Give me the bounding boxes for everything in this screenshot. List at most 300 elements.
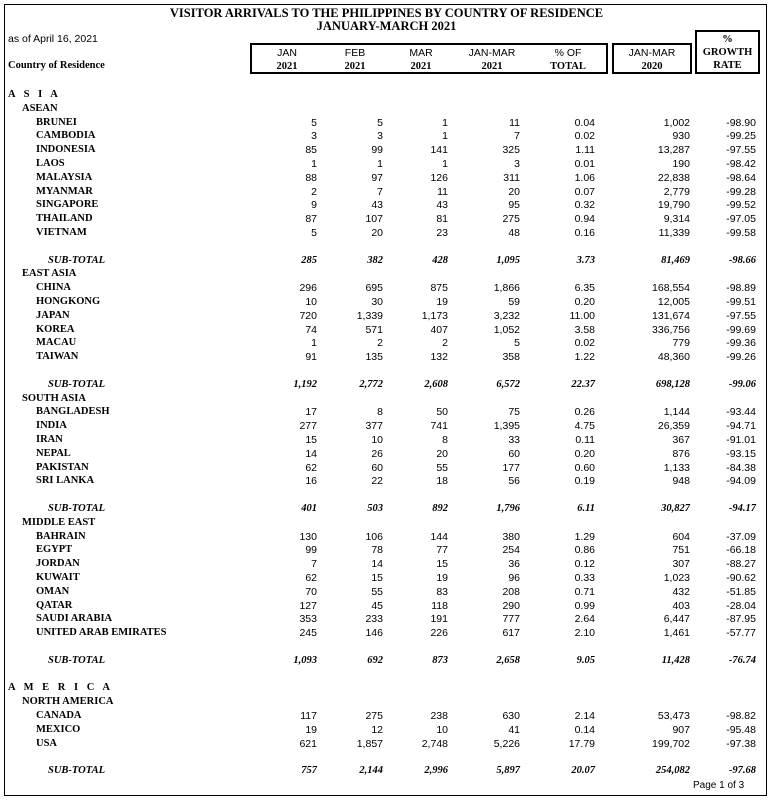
cell-janmar-2020: 948: [672, 475, 690, 488]
cell-mar-2021: 43: [436, 199, 448, 212]
country-row: [0, 198, 773, 212]
country-label: JAPAN: [36, 309, 70, 321]
cell-pct-total: 6.35: [574, 282, 595, 295]
cell-janmar-2020: 1,002: [663, 116, 690, 129]
country-row: [0, 323, 773, 337]
cell-janmar-2020: 1,133: [663, 461, 690, 474]
cell-growth-rate: -99.51: [726, 296, 756, 308]
subtotal-label: SUB-TOTAL: [48, 503, 105, 514]
cell-jan-2021: 1: [311, 337, 317, 350]
cell-jan-2021: 7: [311, 558, 317, 571]
cell-jan-2021: 9: [311, 199, 317, 212]
country-label: PAKISTAN: [36, 461, 89, 473]
cell-feb-2021: 3: [377, 130, 383, 143]
cell-feb-2021: 1,339: [356, 309, 383, 322]
spacer-row: [0, 240, 773, 254]
cell-janmar-2021: 48: [508, 227, 520, 239]
spacer-row: [0, 364, 773, 378]
cell-janmar-2020: 53,473: [657, 710, 690, 722]
country-label: KUWAIT: [36, 572, 80, 583]
col-header-pct-total: % OF TOTAL: [550, 47, 586, 72]
cell-jan-2021: 14: [305, 447, 317, 460]
page-number: Page 1 of 3: [693, 780, 745, 791]
cell-jan-2021: 353: [299, 613, 317, 626]
cell-growth-rate: -94.17: [728, 503, 756, 514]
country-label: KOREA: [36, 323, 75, 335]
cell-feb-2021: 135: [365, 351, 383, 364]
cell-pct-total: 22.37: [571, 378, 595, 390]
cell-janmar-2020: 907: [672, 723, 690, 736]
cell-mar-2021: 1,173: [421, 309, 448, 322]
country-label: CHINA: [36, 282, 72, 294]
cell-pct-total: 3.73: [576, 254, 595, 266]
cell-feb-2021: 30: [371, 296, 383, 308]
cell-jan-2021: 74: [305, 323, 317, 336]
country-row: [0, 709, 773, 723]
spacer-row: [0, 640, 773, 654]
cell-janmar-2020: 751: [672, 544, 690, 557]
cell-janmar-2020: 12,005: [657, 296, 690, 308]
cell-mar-2021: 50: [436, 406, 448, 419]
country-label: JORDAN: [36, 558, 80, 570]
cell-jan-2021: 296: [299, 282, 317, 295]
cell-pct-total: 3.58: [574, 323, 595, 336]
country-row: [0, 543, 773, 557]
cell-janmar-2020: 6,447: [663, 613, 690, 626]
region-row: [0, 88, 773, 102]
cell-growth-rate: -99.36: [726, 337, 756, 350]
country-row: [0, 474, 773, 488]
cell-jan-2021: 1,192: [293, 378, 317, 390]
cell-janmar-2021: 5,226: [493, 737, 520, 750]
cell-janmar-2020: 199,702: [652, 737, 690, 750]
cell-janmar-2021: 95: [508, 199, 520, 212]
country-label: THAILAND: [36, 213, 93, 225]
country-row: [0, 571, 773, 585]
cell-feb-2021: 107: [365, 213, 383, 226]
cell-feb-2021: 7: [377, 185, 383, 198]
cell-janmar-2020: 930: [672, 130, 690, 143]
cell-mar-2021: 741: [430, 420, 448, 433]
cell-pct-total: 1.11: [575, 144, 595, 157]
cell-jan-2021: 757: [301, 765, 317, 777]
cell-jan-2021: 91: [305, 351, 317, 364]
cell-janmar-2021: 177: [502, 461, 520, 474]
country-label: UNITED ARAB EMIRATES: [36, 627, 167, 639]
cell-growth-rate: -99.28: [726, 185, 756, 198]
cell-janmar-2021: 1,395: [493, 420, 520, 433]
cell-pct-total: 0.20: [574, 447, 595, 460]
subregion-label: NORTH AMERICA: [22, 696, 114, 708]
cell-mar-2021: 2,608: [424, 378, 448, 390]
cell-jan-2021: 70: [305, 585, 317, 598]
country-label: BANGLADESH: [36, 406, 110, 418]
cell-feb-2021: 15: [371, 572, 383, 584]
cell-mar-2021: 2: [442, 337, 448, 350]
country-label: SAUDI ARABIA: [36, 613, 113, 625]
country-row: [0, 599, 773, 613]
cell-feb-2021: 106: [365, 530, 383, 543]
cell-pct-total: 0.14: [574, 723, 595, 736]
cell-mar-2021: 132: [430, 351, 448, 364]
cell-pct-total: 0.86: [574, 544, 595, 557]
cell-mar-2021: 23: [436, 227, 448, 239]
cell-growth-rate: -97.55: [726, 144, 756, 157]
country-label: CANADA: [36, 710, 82, 721]
cell-feb-2021: 233: [365, 613, 383, 626]
cell-feb-2021: 377: [365, 420, 383, 433]
country-label: MALAYSIA: [36, 171, 93, 183]
cell-growth-rate: -87.95: [726, 613, 756, 626]
cell-mar-2021: 15: [436, 558, 448, 571]
cell-janmar-2020: 367: [672, 434, 690, 446]
cell-mar-2021: 19: [436, 572, 448, 584]
cell-janmar-2020: 1,023: [663, 572, 690, 584]
cell-feb-2021: 2,144: [359, 765, 383, 777]
country-row: [0, 557, 773, 571]
cell-janmar-2021: 275: [502, 213, 520, 226]
cell-feb-2021: 26: [371, 447, 383, 460]
region-label: A M E R I C A: [8, 682, 113, 694]
cell-janmar-2020: 876: [672, 447, 690, 460]
cell-janmar-2021: 254: [502, 544, 520, 557]
cell-mar-2021: 8: [442, 434, 448, 446]
cell-janmar-2020: 131,674: [652, 309, 690, 322]
cell-feb-2021: 8: [377, 406, 383, 419]
country-label: BAHRAIN: [36, 530, 86, 542]
cell-janmar-2021: 75: [508, 406, 520, 419]
cell-jan-2021: 5: [311, 116, 317, 129]
cell-pct-total: 4.75: [574, 420, 595, 433]
cell-growth-rate: -97.05: [726, 213, 756, 226]
cell-growth-rate: -99.58: [726, 227, 756, 239]
country-label: SINGAPORE: [36, 199, 99, 211]
cell-jan-2021: 277: [299, 420, 317, 433]
country-label: MACAU: [36, 337, 77, 349]
country-label: INDONESIA: [36, 144, 96, 156]
cell-pct-total: 20.07: [571, 765, 595, 777]
country-row: [0, 171, 773, 185]
subregion-row: [0, 102, 773, 116]
country-label: OMAN: [36, 585, 70, 597]
cell-jan-2021: 10: [305, 296, 317, 308]
cell-janmar-2020: 9,314: [663, 213, 690, 226]
cell-janmar-2021: 1,052: [493, 323, 520, 336]
country-row: [0, 116, 773, 130]
cell-pct-total: 2.10: [574, 627, 595, 640]
cell-janmar-2021: 777: [502, 613, 520, 626]
cell-pct-total: 0.01: [574, 158, 595, 170]
spacer-row: [0, 668, 773, 682]
cell-janmar-2021: 33: [508, 434, 520, 446]
col-header-feb: FEB 2021: [344, 47, 366, 72]
cell-growth-rate: -94.71: [726, 420, 756, 433]
cell-pct-total: 0.07: [574, 185, 595, 198]
cell-janmar-2020: 190: [672, 158, 690, 170]
cell-pct-total: 2.14: [574, 710, 595, 722]
cell-pct-total: 9.05: [576, 654, 595, 666]
country-row: [0, 185, 773, 199]
cell-mar-2021: 238: [430, 710, 448, 722]
cell-pct-total: 0.04: [574, 116, 595, 129]
cell-mar-2021: 55: [436, 461, 448, 474]
cell-pct-total: 1.29: [574, 530, 595, 543]
cell-jan-2021: 2: [311, 185, 317, 198]
cell-janmar-2021: 5: [514, 337, 520, 350]
cell-feb-2021: 503: [367, 503, 383, 514]
cell-janmar-2020: 2,779: [663, 185, 690, 198]
country-row: [0, 350, 773, 364]
cell-growth-rate: -98.82: [726, 710, 756, 722]
country-row: [0, 461, 773, 475]
country-label: INDIA: [36, 420, 67, 432]
cell-jan-2021: 1: [311, 158, 317, 170]
cell-jan-2021: 245: [299, 627, 317, 640]
cell-janmar-2020: 254,082: [655, 765, 690, 777]
cell-janmar-2021: 1,866: [493, 282, 520, 295]
cell-janmar-2020: 81,469: [661, 254, 690, 266]
cell-growth-rate: -93.44: [726, 406, 756, 419]
cell-feb-2021: 20: [371, 227, 383, 239]
col-header-janmar-2020: JAN-MAR 2020: [628, 47, 676, 72]
cell-jan-2021: 401: [301, 503, 317, 514]
cell-mar-2021: 191: [430, 613, 448, 626]
cell-jan-2021: 130: [299, 530, 317, 543]
cell-jan-2021: 16: [305, 475, 317, 488]
cell-feb-2021: 43: [371, 199, 383, 212]
cell-mar-2021: 1: [442, 116, 448, 129]
cell-janmar-2020: 779: [672, 337, 690, 350]
cell-pct-total: 0.16: [574, 227, 595, 239]
cell-feb-2021: 2: [377, 337, 383, 350]
cell-janmar-2021: 325: [502, 144, 520, 157]
cell-janmar-2021: 358: [502, 351, 520, 364]
cell-janmar-2021: 6,572: [496, 378, 520, 390]
cell-jan-2021: 117: [300, 710, 317, 722]
cell-growth-rate: -99.26: [726, 351, 756, 364]
cell-growth-rate: -76.74: [728, 654, 756, 666]
subregion-row: [0, 267, 773, 281]
subtotal-label: SUB-TOTAL: [48, 654, 105, 666]
cell-feb-2021: 60: [371, 461, 383, 474]
cell-janmar-2021: 41: [508, 723, 520, 736]
cell-janmar-2020: 26,359: [657, 420, 690, 433]
cell-mar-2021: 1: [442, 130, 448, 143]
cell-growth-rate: -99.69: [726, 323, 756, 336]
cell-jan-2021: 88: [305, 171, 317, 184]
cell-growth-rate: -51.85: [726, 585, 756, 598]
cell-janmar-2020: 403: [672, 599, 690, 612]
cell-mar-2021: 875: [430, 282, 448, 295]
subtotal-row: [0, 764, 773, 778]
country-label: TAIWAN: [36, 351, 79, 363]
cell-feb-2021: 2,772: [359, 378, 383, 390]
spacer-row: [0, 750, 773, 764]
subregion-row: [0, 516, 773, 530]
cell-jan-2021: 3: [311, 130, 317, 143]
cell-pct-total: 6.11: [577, 503, 595, 514]
cell-growth-rate: -93.15: [726, 447, 756, 460]
cell-growth-rate: -91.01: [726, 434, 756, 446]
cell-janmar-2021: 59: [508, 296, 520, 308]
cell-janmar-2021: 311: [503, 171, 520, 184]
subregion-row: [0, 392, 773, 406]
report-title: VISITOR ARRIVALS TO THE PHILIPPINES BY COUNTRY OF RESIDENCE: [169, 6, 604, 20]
subtotal-row: [0, 502, 773, 516]
cell-janmar-2020: 22,838: [657, 171, 690, 184]
cell-janmar-2020: 168,554: [652, 282, 690, 295]
cell-feb-2021: 10: [371, 434, 383, 446]
cell-feb-2021: 55: [371, 585, 383, 598]
cell-janmar-2020: 11,428: [661, 654, 690, 666]
cell-pct-total: 0.02: [574, 337, 595, 350]
cell-pct-total: 0.71: [574, 585, 595, 598]
cell-janmar-2021: 208: [502, 585, 520, 598]
cell-feb-2021: 22: [371, 475, 383, 488]
country-row: [0, 336, 773, 350]
cell-janmar-2021: 617: [502, 627, 520, 640]
cell-feb-2021: 45: [371, 599, 383, 612]
cell-growth-rate: -97.38: [726, 737, 756, 750]
country-row: [0, 626, 773, 640]
cell-jan-2021: 5: [311, 227, 317, 239]
cell-mar-2021: 144: [430, 530, 448, 543]
cell-growth-rate: -84.38: [726, 461, 756, 474]
country-label: LAOS: [36, 158, 65, 169]
country-row: [0, 530, 773, 544]
subregion-label: SOUTH ASIA: [22, 392, 86, 404]
country-row: [0, 129, 773, 143]
cell-jan-2021: 621: [299, 737, 317, 750]
country-label: NEPAL: [36, 447, 71, 459]
country-row: [0, 295, 773, 309]
cell-mar-2021: 226: [430, 627, 448, 640]
cell-janmar-2021: 60: [508, 447, 520, 460]
cell-jan-2021: 285: [301, 254, 317, 266]
cell-growth-rate: -98.89: [726, 282, 756, 295]
col-header-janmar-2021: JAN-MAR 2021: [468, 47, 516, 72]
cell-feb-2021: 695: [365, 282, 383, 295]
country-label: MYANMAR: [36, 185, 93, 197]
cell-janmar-2021: 11: [509, 116, 520, 129]
cell-growth-rate: -99.06: [728, 378, 756, 390]
cell-pct-total: 0.19: [574, 475, 595, 488]
cell-mar-2021: 1: [442, 158, 448, 170]
col-header-jan: JAN 2021: [276, 47, 298, 72]
subtotal-row: [0, 254, 773, 268]
cell-feb-2021: 12: [371, 723, 383, 736]
cell-janmar-2020: 30,827: [661, 503, 690, 514]
cell-feb-2021: 382: [367, 254, 383, 266]
cell-pct-total: 0.32: [574, 199, 595, 212]
country-row: [0, 585, 773, 599]
country-label: HONGKONG: [36, 296, 101, 307]
country-row: [0, 157, 773, 171]
cell-mar-2021: 83: [436, 585, 448, 598]
subregion-label: ASEAN: [22, 102, 58, 114]
cell-janmar-2020: 604: [672, 530, 690, 543]
cell-jan-2021: 62: [305, 572, 317, 584]
cell-growth-rate: -28.04: [726, 599, 756, 612]
subtotal-row: [0, 654, 773, 668]
cell-pct-total: 0.60: [574, 461, 595, 474]
country-label: QATAR: [36, 599, 73, 611]
country-row: [0, 143, 773, 157]
cell-jan-2021: 17: [305, 406, 317, 419]
country-label: MEXICO: [36, 723, 81, 735]
cell-feb-2021: 1: [377, 158, 383, 170]
subregion-row: [0, 695, 773, 709]
cell-feb-2021: 692: [367, 654, 383, 666]
cell-jan-2021: 720: [299, 309, 317, 322]
cell-janmar-2021: 7: [514, 130, 520, 143]
spacer-row: [0, 488, 773, 502]
cell-pct-total: 1.22: [574, 351, 595, 364]
cell-growth-rate: -37.09: [726, 530, 756, 543]
cell-janmar-2020: 1,461: [663, 627, 690, 640]
cell-feb-2021: 78: [371, 544, 383, 557]
cell-pct-total: 0.26: [574, 406, 595, 419]
cell-mar-2021: 892: [432, 503, 448, 514]
cell-janmar-2021: 2,658: [496, 654, 520, 666]
cell-jan-2021: 85: [305, 144, 317, 157]
cell-janmar-2021: 630: [502, 710, 520, 722]
cell-janmar-2020: 48,360: [657, 351, 690, 364]
cell-janmar-2021: 36: [508, 558, 520, 571]
region-row: [0, 681, 773, 695]
country-label: EGYPT: [36, 544, 73, 556]
country-row: [0, 419, 773, 433]
cell-janmar-2021: 290: [502, 599, 520, 612]
region-label: A S I A: [8, 89, 61, 100]
country-row: [0, 737, 773, 751]
cell-janmar-2021: 3,232: [493, 309, 520, 322]
col-header-growth-rate: % GROWTH RATE: [702, 34, 753, 71]
cell-mar-2021: 118: [431, 599, 448, 612]
cell-pct-total: 0.20: [574, 296, 595, 308]
cell-mar-2021: 428: [432, 254, 448, 266]
cell-pct-total: 0.94: [574, 213, 595, 226]
cell-janmar-2021: 96: [508, 572, 520, 584]
cell-pct-total: 17.79: [568, 737, 595, 750]
cell-jan-2021: 87: [305, 213, 317, 226]
cell-growth-rate: -94.09: [726, 475, 756, 488]
cell-growth-rate: -88.27: [726, 558, 756, 571]
subregion-label: MIDDLE EAST: [22, 516, 96, 528]
cell-feb-2021: 275: [365, 710, 383, 722]
cell-mar-2021: 20: [436, 447, 448, 460]
col-header-mar: MAR 2021: [409, 47, 433, 72]
cell-janmar-2021: 3: [514, 158, 520, 170]
cell-pct-total: 11.00: [569, 309, 595, 322]
cell-mar-2021: 126: [430, 171, 448, 184]
country-row: [0, 405, 773, 419]
cell-growth-rate: -98.64: [726, 171, 756, 184]
as-of-date: as of April 16, 2021: [8, 33, 98, 45]
cell-mar-2021: 18: [436, 475, 448, 488]
cell-pct-total: 2.64: [574, 613, 595, 626]
country-row: [0, 447, 773, 461]
subtotal-label: SUB-TOTAL: [48, 378, 105, 390]
cell-growth-rate: -98.90: [726, 116, 756, 129]
report-period: JANUARY-MARCH 2021: [316, 19, 457, 33]
cell-janmar-2021: 1,796: [496, 503, 520, 514]
header-box-2020: [612, 43, 692, 74]
cell-feb-2021: 14: [371, 558, 383, 571]
cell-janmar-2021: 20: [508, 185, 520, 198]
cell-janmar-2021: 380: [502, 530, 520, 543]
cell-pct-total: 0.02: [574, 130, 595, 143]
